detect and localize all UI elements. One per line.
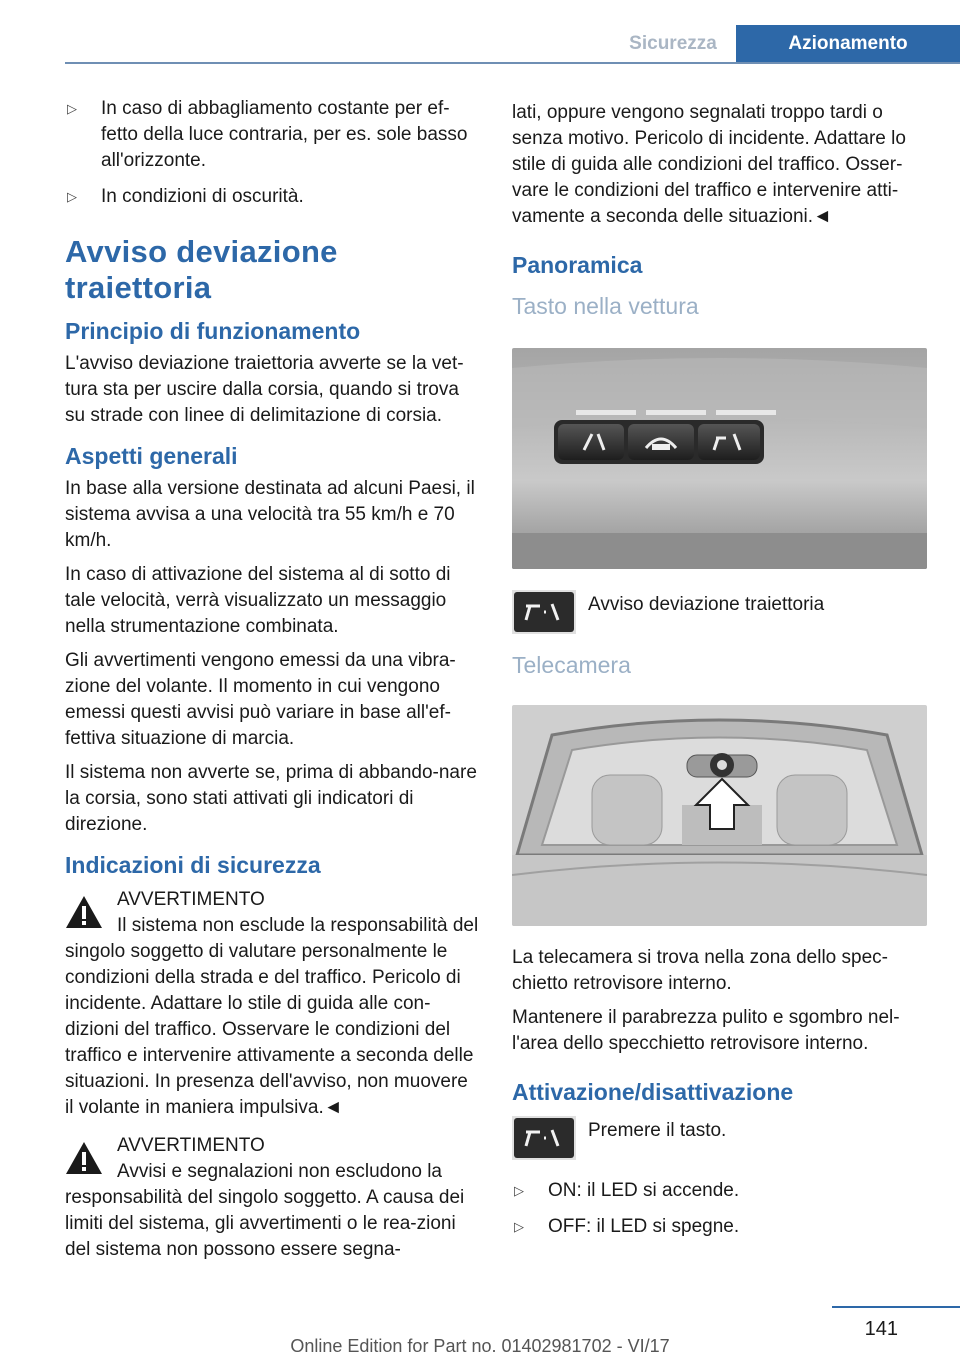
edition-footer: Online Edition for Part no. 01402981702 - VI/17 xyxy=(290,1336,670,1356)
right-column xyxy=(512,100,932,1250)
overview-heading: Panoramica xyxy=(512,252,643,278)
left-column xyxy=(65,96,480,1273)
safety-heading: Indicazioni di sicurezza xyxy=(65,852,321,878)
bullet-icon: ▷ xyxy=(67,189,77,204)
bullet-icon: ▷ xyxy=(67,101,77,116)
page-number-rule xyxy=(832,1306,960,1308)
button-legend-row xyxy=(512,590,932,634)
camera-paragraph: Mantenere il parabrezza pulito e sgombro nel-l'area dello specchietto retrovisore interno. xyxy=(512,1007,900,1054)
activation-heading: Attivazione/disattivazione xyxy=(512,1079,794,1105)
general-heading: Aspetti generali xyxy=(65,443,238,469)
warning-block xyxy=(65,1131,480,1263)
general-paragraph: Gli avvertimenti vengono emessi da una vibra-zione del volante. Il momento in cui vengono emessi questi avvisi può variare in base all'ef-fettiva situazione di marcia. xyxy=(65,650,456,749)
section-title: Avviso deviazione traiettoria xyxy=(65,234,338,305)
button-heading: Tasto nella vettura xyxy=(512,293,699,319)
windshield-camera-photo xyxy=(512,705,927,926)
list-item: ▷ OFF: il LED si spegne. xyxy=(512,1214,932,1240)
bullet-icon: ▷ xyxy=(514,1219,524,1234)
activation-row xyxy=(512,1116,932,1160)
warning-text: Il sistema non esclude la responsabilità del singolo soggetto di valutare personalmente le condizioni della strada e del traffico. Pericolo di incidente. Adattare lo stile di guida alle con-dizioni del traffico. Osservare le condizioni del traffico e intervenire attivamente a seconda delle situazioni. In presenza dell'avviso, non muovere il volante in maniera impulsiva.◄ xyxy=(65,915,479,1118)
principle-text: L'avviso deviazione traiettoria avverte se la vet-tura sta per uscire dalla corsia, quando si trova su strade con linee di delimitazione di corsia. xyxy=(65,353,464,426)
page-number: 141 xyxy=(864,1318,898,1340)
principle-heading: Principio di funzionamento xyxy=(65,318,361,344)
header-rule xyxy=(65,62,960,64)
camera-paragraph: La telecamera si trova nella zona dello spec-chietto retrovisore interno. xyxy=(512,947,888,994)
general-paragraph: In base alla versione destinata ad alcuni Paesi, il sistema avvisa a una velocità tra 55 km/h e 70 km/h. xyxy=(65,478,475,551)
warning-title: AVVERTIMENTO xyxy=(117,1135,265,1156)
list-item: ▷ In condizioni di oscurità. xyxy=(65,184,480,210)
warning-title: AVVERTIMENTO xyxy=(117,889,265,910)
general-paragraph: Il sistema non avverte se, prima di abbando-nare la corsia, sono stati attivati gli indicatori di direzione. xyxy=(65,762,477,835)
button-caption: Avviso deviazione traiettoria xyxy=(588,594,825,615)
button-panel-photo xyxy=(512,348,927,569)
warning-triangle-icon xyxy=(65,1141,103,1175)
warning-block xyxy=(65,885,480,1121)
camera-heading: Telecamera xyxy=(512,652,631,678)
header-chapter-tab: Azionamento xyxy=(736,25,960,63)
activation-text: Premere il tasto. xyxy=(588,1120,727,1141)
header-section-tab: Sicurezza xyxy=(629,33,717,54)
list-item: ▷ ON: il LED si accende. xyxy=(512,1178,932,1204)
general-paragraph: In caso di attivazione del sistema al di sotto di tale velocità, verrà visualizzato un messaggio nella strumentazione combinata. xyxy=(65,564,451,637)
warning-triangle-icon xyxy=(65,895,103,929)
list-item: ▷ In caso di abbagliamento costante per ef-fetto della luce contraria, per es. sole basso all'orizzonte. xyxy=(65,96,480,174)
warning-text: Avvisi e segnalazioni non escludono la responsabilità del singolo soggetto. A causa dei limiti del sistema, gli avvertimenti o le rea-zioni del sistema non possono essere segna- xyxy=(65,1161,465,1260)
continued-warning-text: lati, oppure vengono segnalati troppo tardi o senza motivo. Pericolo di incidente. Adattare lo stile di guida alle condizioni del traffico. Osser-vare le condizioni del traffico e intervenire atti-vamente a seconda delle situazioni.◄ xyxy=(512,102,906,227)
lane-departure-button-icon xyxy=(512,590,576,634)
bullet-icon: ▷ xyxy=(514,1183,524,1198)
lane-departure-button-icon xyxy=(512,1116,576,1160)
